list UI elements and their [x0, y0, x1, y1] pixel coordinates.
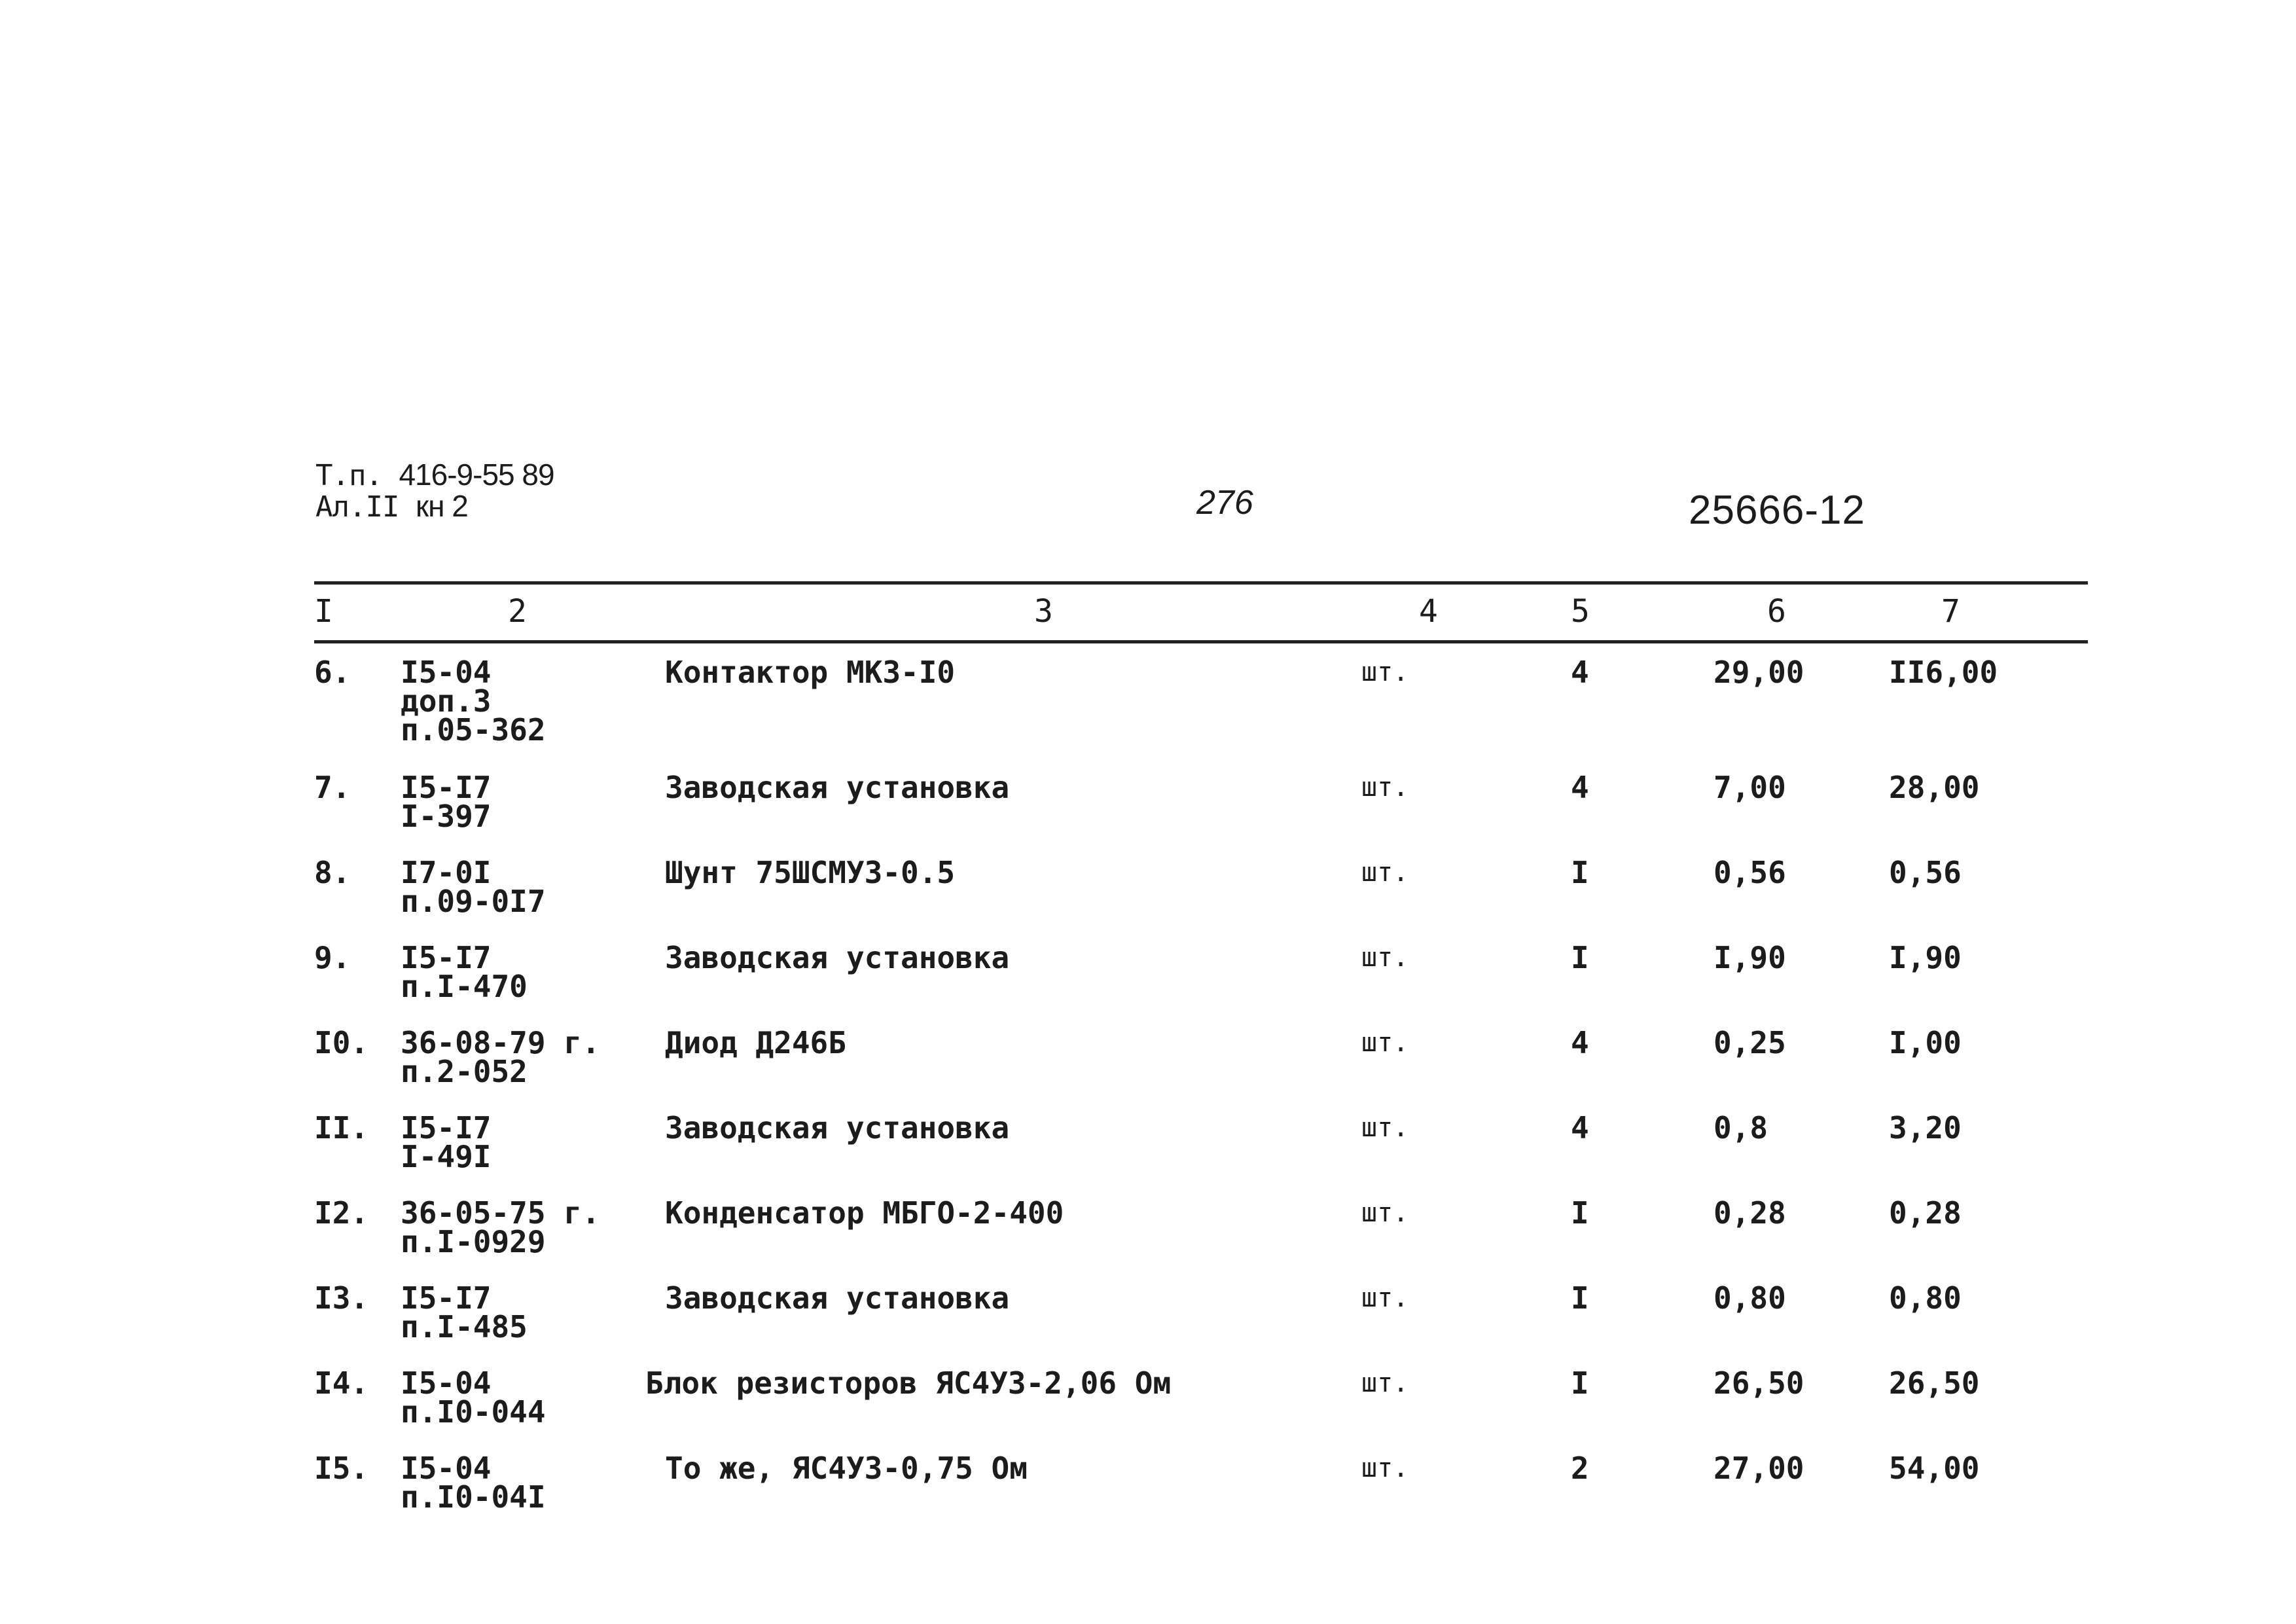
row-price: 7,00: [1713, 770, 1786, 805]
row-unit: шт.: [1361, 1283, 1409, 1313]
row-total: 0,56: [1889, 855, 1962, 890]
row-price: 27,00: [1713, 1451, 1804, 1486]
row-price: 29,00: [1713, 655, 1804, 690]
row-code: I5-I7 I-49I: [401, 1110, 492, 1174]
row-name: То же, ЯС4УЗ-0,75 Ом: [665, 1451, 1028, 1486]
tp-line: [315, 460, 554, 491]
column-number-4: 4: [1419, 593, 1438, 630]
row-price: 0,28: [1713, 1195, 1786, 1231]
row-unit: шт.: [1361, 1028, 1409, 1058]
row-number: I5.: [314, 1451, 369, 1486]
row-quantity: 4: [1571, 770, 1589, 805]
row-number: I4.: [314, 1365, 369, 1401]
row-unit: шт.: [1361, 772, 1409, 803]
book-number: кн 2: [415, 489, 468, 523]
row-price: 0,25: [1713, 1025, 1786, 1060]
row-code: 36-05-75 г. п.I-0929: [401, 1195, 600, 1259]
row-quantity: I: [1571, 940, 1589, 975]
column-number-6: 6: [1767, 593, 1786, 630]
row-price: 0,56: [1713, 855, 1786, 890]
row-code: I5-I7 п.I-470: [401, 940, 528, 1004]
row-code: I5-04 п.I0-04I: [401, 1451, 546, 1515]
row-quantity: I: [1571, 855, 1589, 890]
row-number: I0.: [314, 1025, 369, 1060]
row-total: 0,80: [1889, 1280, 1962, 1316]
row-total: II6,00: [1889, 655, 1998, 690]
header-reference: [315, 460, 554, 522]
row-number: I2.: [314, 1195, 369, 1231]
row-price: I,90: [1713, 940, 1786, 975]
album-line: [315, 491, 554, 522]
row-code: I5-I7 п.I-485: [401, 1280, 528, 1344]
row-unit: шт.: [1361, 1113, 1409, 1143]
row-number: 6.: [314, 655, 351, 690]
row-name: Заводская установка: [665, 1110, 1010, 1146]
row-number: 9.: [314, 940, 351, 975]
row-total: I,90: [1889, 940, 1962, 975]
row-name: Заводская установка: [665, 770, 1010, 805]
row-unit: шт.: [1361, 943, 1409, 973]
page-number: 276: [1196, 484, 1253, 522]
tp-number: 416-9-55 89: [399, 458, 554, 492]
column-number-header: [0, 593, 2296, 632]
row-name: Шунт 75ШСМУЗ-0.5: [665, 855, 956, 890]
table-header-rule: [314, 640, 2088, 643]
row-quantity: 2: [1571, 1451, 1589, 1486]
row-total: 26,50: [1889, 1365, 1980, 1401]
row-quantity: I: [1571, 1280, 1589, 1316]
row-unit: шт.: [1361, 657, 1409, 687]
row-total: 28,00: [1889, 770, 1980, 805]
row-unit: шт.: [1361, 1368, 1409, 1398]
row-quantity: 4: [1571, 1025, 1589, 1060]
row-name: Контактор МКЗ-I0: [665, 655, 956, 690]
column-number-5: 5: [1571, 593, 1590, 630]
row-code: I5-04 доп.3 п.05-362: [401, 655, 546, 748]
row-number: II.: [314, 1110, 369, 1146]
row-unit: шт.: [1361, 1198, 1409, 1228]
row-total: 0,28: [1889, 1195, 1962, 1231]
row-code: 36-08-79 г. п.2-052: [401, 1025, 600, 1089]
row-name: Блок резисторов ЯС4УЗ-2,06 Ом: [645, 1365, 1172, 1401]
row-name: Диод Д246Б: [665, 1025, 846, 1060]
row-total: 3,20: [1889, 1110, 1962, 1146]
row-price: 0,80: [1713, 1280, 1786, 1316]
album-prefix: Ал.II: [315, 490, 399, 524]
row-quantity: 4: [1571, 1110, 1589, 1146]
row-name: Заводская установка: [665, 940, 1010, 975]
tp-prefix: Т.п.: [315, 459, 382, 492]
row-number: 7.: [314, 770, 351, 805]
document-code: 25666-12: [1689, 488, 1866, 533]
row-total: 54,00: [1889, 1451, 1980, 1486]
row-unit: шт.: [1361, 857, 1409, 888]
row-name: Конденсатор МБГО-2-400: [665, 1195, 1064, 1231]
row-unit: шт.: [1361, 1453, 1409, 1483]
row-code: I5-I7 I-397: [401, 770, 492, 834]
row-price: 26,50: [1713, 1365, 1804, 1401]
column-number-1: I: [314, 593, 333, 630]
row-quantity: 4: [1571, 655, 1589, 690]
row-code: I7-0I п.09-0I7: [401, 855, 546, 919]
row-name: Заводская установка: [665, 1280, 1010, 1316]
column-number-3: 3: [1034, 593, 1053, 630]
row-number: I3.: [314, 1280, 369, 1316]
row-quantity: I: [1571, 1195, 1589, 1231]
column-number-2: 2: [508, 593, 527, 630]
table-top-rule: [314, 581, 2088, 585]
row-price: 0,8: [1713, 1110, 1768, 1146]
row-code: I5-04 п.I0-044: [401, 1365, 546, 1430]
row-total: I,00: [1889, 1025, 1962, 1060]
column-number-7: 7: [1941, 593, 1960, 630]
row-quantity: I: [1571, 1365, 1589, 1401]
row-number: 8.: [314, 855, 351, 890]
